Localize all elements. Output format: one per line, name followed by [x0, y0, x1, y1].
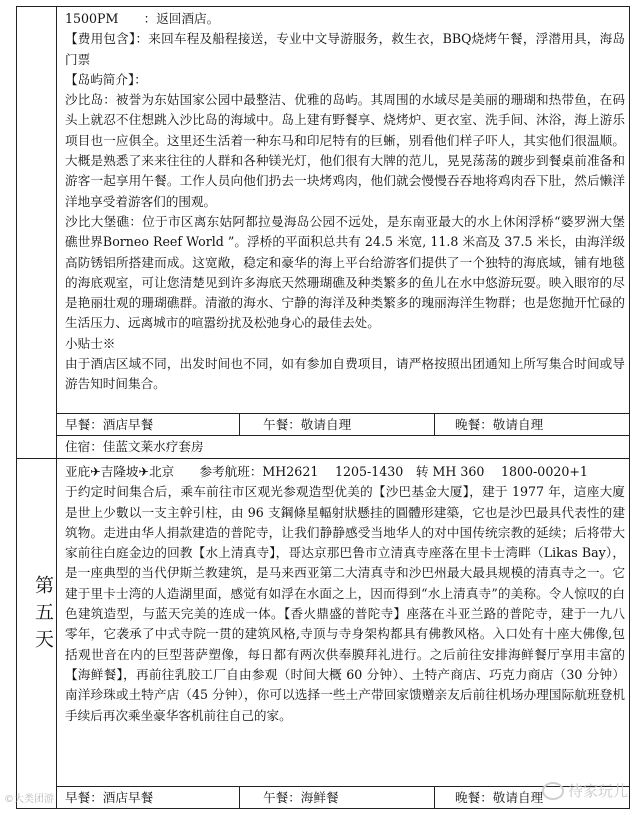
day5-dinner: 晚餐：敬请自理	[455, 790, 544, 805]
day4-meals-top-border	[57, 413, 629, 414]
day5-description: 于约定时间集合后，乘车前往市区观光参观造型优美的【沙巴基金大厦】，建于 1977 年，這座大廈是世上少數以一支主幹引柱，由 96 支鋼條星輻射狀懸挂的圓體形建築，它也是沙巴最具代表性的建筑物。走进由华人捐款建造的普陀寺，让我们静静感受当地华人的对中国传统宗教的延续；后将带大家前往白庭金边的回教【水上清真寺】，哥达京那巴鲁市立清真寺座落在里卡士湾畔（Likas Bay），是一座典型的当代伊斯兰教建筑，是马来西亚第二大清真寺和沙巴州最大最具规模的清真寺之一。它建于里卡士湾的人造湖里面，感觉有如浮在水面之上，因而得到“水上清真寺”的美称。令人惊叹的白色建筑造型，与蓝天完美的连成一体。【香火鼎盛的普陀寺】座落在斗亚兰路的普陀寺，建于一九八零年，它袭承了中式寺院一贯的建筑风格,寺顶与寺身架构都具有佛教风格。入口处有十座大佛像,包括观世音在内的巨型菩萨塑像，每日都有两次供奉膜拜礼进行。之后前往安排海鲜餐厅享用丰富的【海鲜餐】，再前往乳胶工厂自由参观（时间大概 60 分钟）、土特产商店、巧克力商店（30 分钟）南洋珍珠或土特产店（45 分钟），你可以选择一些土产带回家馈赠亲友后前往机场办理国际航班登机手续后再次乘坐豪华客机前往自己的家。	[65, 484, 625, 723]
day5-flight-route: 亚庇✈吉隆坡✈北京 参考航班：MH2621 1205-1430 转 MH 360 1800-0020+1	[65, 464, 588, 479]
day5-breakfast: 早餐：酒店早餐	[65, 790, 154, 805]
day4-content	[65, 9, 625, 395]
day5-label: 第五天	[32, 575, 54, 656]
day4-breakfast: 早餐：酒店早餐	[65, 417, 154, 432]
meal-divider	[239, 786, 240, 808]
day-column	[17, 7, 57, 808]
day4-reef-world-paragraph: 沙比大堡礁：位于市区离东姑阿都拉曼海岛公园不远处，是东南亚最大的水上休闲浮桥“婆罗洲大堡礁世界Borneo Reef World ”。浮桥的平面积总共有 24.5 米宽, 11.8 米高及 37.5 米长，由海洋级高防锈铝所搭建而成。这宽敞，稳定和豪华的海上平台给游客们提供了一个独特的海底域，铺有地毯的海底观室，可让您清楚见到许多海底天然珊瑚礁及种类繁多的鱼儿在水中悠游玩耍。映入眼帘的尽是艳丽壮观的珊瑚礁群。清澈的海水、宁静的海洋及种类繁多的瑰丽海洋生物群；也是您抛开忙碌的生活压力、远离城市的喧嚣纷扰及松弛身心的最佳去处。	[65, 213, 625, 331]
day5-lunch: 午餐：海鲜餐	[263, 790, 339, 805]
day4-hotel-top-border	[57, 435, 629, 436]
day4-island-intro-heading: 【岛屿简介】：	[65, 71, 147, 87]
day4-meals-row	[65, 415, 625, 435]
day4-lunch: 午餐：敬请自理	[263, 417, 352, 432]
wechat-icon	[542, 782, 564, 800]
day4-tips-text: 由于酒店区域不同，出发时间也不同，如有参加自费项目，请严格按照出团通知上所写集合时间或导游告知时间集合。	[65, 356, 625, 392]
day4-hotel: 住宿：佳蓝文莱水疗套房	[65, 439, 204, 454]
day4-return-line: 1500PM ：返回酒店。	[65, 11, 220, 26]
meal-divider	[434, 413, 435, 435]
itinerary-table	[16, 6, 630, 809]
day-separator	[17, 458, 629, 459]
day5-content	[65, 462, 625, 726]
day4-tips-heading: 小贴士※	[65, 335, 116, 351]
watermark-left: ©大类团游	[4, 794, 54, 805]
watermark-right	[542, 780, 628, 801]
day4-fees-included: 【费用包含】：来回车程及船程接送，专业中文导游服务，救生衣，BBQ烧烤午餐，浮潜用具，海岛门票	[65, 31, 625, 67]
meal-divider	[434, 786, 435, 808]
day4-hotel-row	[65, 437, 625, 457]
day4-dinner: 晚餐：敬请自理	[455, 417, 544, 432]
watermark-right-text: 待家玩儿	[567, 782, 628, 800]
day4-sapi-island-paragraph: 沙比岛：被誉为东姑国家公园中最整洁、优雅的岛屿。其周围的水域尽是美丽的珊瑚和热带鱼，在码头上就忍不住想跳入沙比岛的海域中。岛上建有野餐享、烧烤炉、更衣室、洗手间、沐浴，海上游乐项目也一应俱全。这里还生活着一种东马和印尼特有的巨蜥，别看他们样子吓人，其实他们很温顺。大概是熟悉了来来往往的人群和各种镁光灯，他们很有大牌的范儿，晃晃荡荡的踱步到餐桌前准备和游客一起享用午餐。工作人员向他们扔去一块烤鸡肉，他们就会慢慢吞吞地将鸡肉吞下肚，然后懒洋洋地享受着游客们的围观。	[65, 92, 625, 209]
meal-divider	[239, 413, 240, 435]
